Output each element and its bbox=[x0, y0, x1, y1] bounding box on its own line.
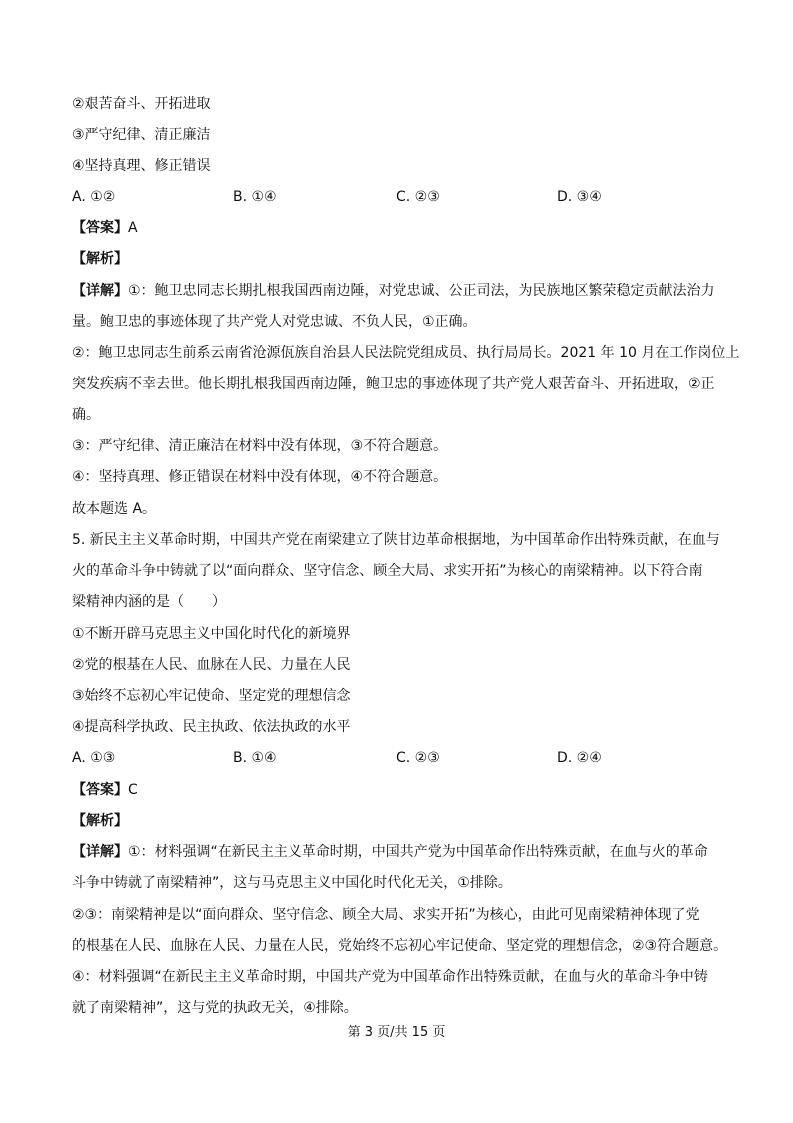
q5-option-a: A. ①③ bbox=[72, 750, 116, 766]
q4-detail-line: ③：严守纪律、清正廉洁在材料中没有体现，③不符合题意。 bbox=[72, 438, 448, 454]
q4-option-a: A. ①② bbox=[72, 189, 116, 205]
q5-option-b: B. ①④ bbox=[233, 750, 277, 766]
q5-option-d: D. ②④ bbox=[557, 750, 602, 766]
q4-detail-line: ②：鲍卫忠同志生前系云南省沧源佤族自治县人民法院党组成员、执行局局长。2021 年 10 月在工作岗位上 bbox=[72, 345, 740, 361]
q5-stem-line: 火的革命斗争中铸就了以“面向群众、坚守信念、顾全大局、求实开拓”为核心的南梁精神。以下符合南 bbox=[72, 563, 703, 579]
q5-item-1: ①不断开辟马克思主义中国化时代化的新境界 bbox=[72, 626, 351, 642]
q5-detail-line: ④：材料强调“在新民主主义革命时期，中国共产党为中国革命作出特殊贡献，在血与火的革命斗争中铸 bbox=[72, 969, 708, 985]
q5-option-c: C. ②③ bbox=[396, 750, 440, 766]
page-footer: 第 3 页/共 15 页 bbox=[347, 1025, 446, 1040]
q5-detail-line: 就了南梁精神”，这与党的执政无关，④排除。 bbox=[72, 1000, 358, 1016]
q4-analysis-label: 【解析】 bbox=[72, 251, 128, 267]
answer-label: 【答案】 bbox=[72, 220, 128, 236]
detail-text: ①：鲍卫忠同志长期扎根我国西南边陲，对党忠诚、公正司法，为民族地区繁荣稳定贡献法治力 bbox=[128, 283, 715, 299]
q4-conclusion: 故本题选 A。 bbox=[72, 501, 157, 517]
q4-item-3: ③严守纪律、清正廉洁 bbox=[72, 127, 211, 143]
q5-detail-line bbox=[72, 842, 708, 862]
q4-item-4: ④坚持真理、修正错误 bbox=[72, 158, 211, 174]
q5-item-3: ③始终不忘初心牢记使命、坚定党的理想信念 bbox=[72, 688, 351, 704]
q5-item-2: ②党的根基在人民、血脉在人民、力量在人民 bbox=[72, 657, 351, 673]
q4-option-b: B. ①④ bbox=[233, 189, 277, 205]
detail-label: 【详解】 bbox=[72, 844, 128, 860]
answer-value: C bbox=[128, 782, 138, 798]
q4-detail-line: 量。鲍卫忠的事迹体现了共产党人对党忠诚、不负人民，①正确。 bbox=[72, 314, 477, 330]
q5-detail-line: ②③：南梁精神是以“面向群众、坚守信念、顾全大局、求实开拓”为核心，由此可见南梁精神体现了党 bbox=[72, 907, 700, 923]
answer-label: 【答案】 bbox=[72, 782, 128, 798]
answer-value: A bbox=[128, 220, 138, 236]
q5-stem-line: 5. 新民主主义革命时期，中国共产党在南梁建立了陕甘边革命根据地，为中国革命作出特殊贡献，在血与 bbox=[72, 532, 720, 548]
q5-detail-line: 斗争中铸就了南梁精神”，这与马克思主义中国化时代化无关，①排除。 bbox=[72, 875, 512, 891]
q5-analysis-label: 【解析】 bbox=[72, 813, 128, 829]
q5-answer bbox=[72, 780, 138, 800]
q4-detail-line bbox=[72, 281, 715, 301]
q5-stem-line: 梁精神内涵的是（ ） bbox=[72, 594, 226, 610]
q4-detail-line: ④：坚持真理、修正错误在材料中没有体现，④不符合题意。 bbox=[72, 469, 448, 485]
q4-detail-line: 突发疾病不幸去世。他长期扎根我国西南边陲，鲍卫忠的事迹体现了共产党人艰苦奋斗、开拓进取，②正 bbox=[72, 376, 715, 392]
q4-answer bbox=[72, 218, 138, 238]
q4-detail-line: 确。 bbox=[72, 407, 100, 423]
q4-option-c: C. ②③ bbox=[396, 189, 440, 205]
q4-option-d: D. ③④ bbox=[557, 189, 602, 205]
q4-item-2: ②艰苦奋斗、开拓进取 bbox=[72, 96, 211, 112]
q5-item-4: ④提高科学执政、民主执政、依法执政的水平 bbox=[72, 719, 351, 735]
q5-detail-line: 的根基在人民、血脉在人民、力量在人民，党始终不忘初心牢记使命、坚定党的理想信念，②③符合题意。 bbox=[72, 938, 728, 954]
detail-label: 【详解】 bbox=[72, 283, 128, 299]
detail-text: ①：材料强调“在新民主主义革命时期，中国共产党为中国革命作出特殊贡献，在血与火的革命 bbox=[128, 844, 708, 860]
